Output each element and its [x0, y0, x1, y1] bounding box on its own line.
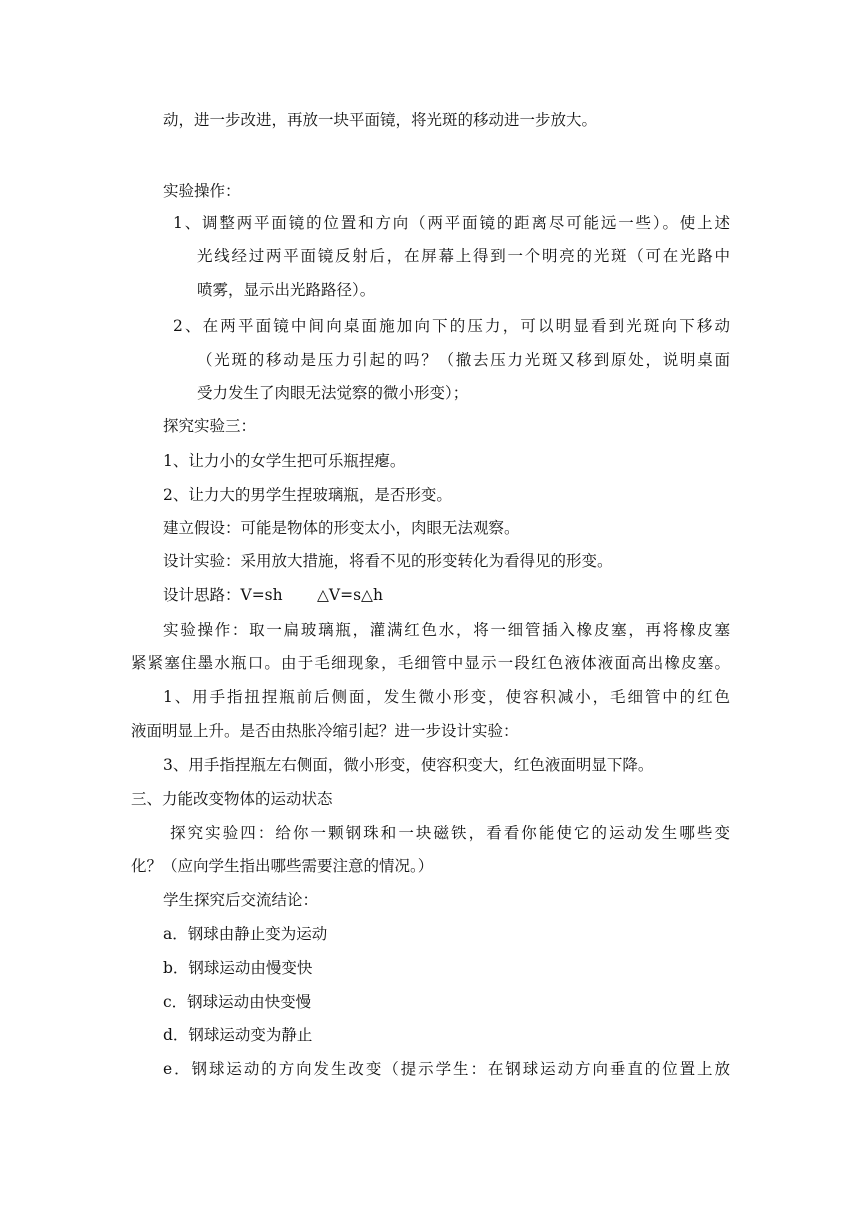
paragraph-line: 液面明显上升。是否由热胀冷缩引起？进一步设计实验： [131, 722, 519, 740]
step-2-line: 受力发生了肉眼无法觉察的微小形变）； [197, 384, 469, 402]
paragraph-line: 实验操作：取一扁玻璃瓶，灌满红色水，将一细管插入橡皮塞，再将橡皮塞 [163, 621, 730, 639]
paragraph-line: 3、用手指捏瓶左右侧面，微小形变，使容积变大，红色液面明显下降。 [163, 756, 654, 774]
section-heading: 探究实验三： [163, 417, 257, 435]
list-item: 1、让力小的女学生把可乐瓶捏瘪。 [163, 452, 406, 470]
step-1-line: 1、调整两平面镜的位置和方向（两平面镜的距离尽可能远一些）。使上述 [173, 214, 730, 232]
section-heading: 实验操作： [163, 182, 241, 200]
paragraph-line: 探究实验四：给你一颗钢珠和一块磁铁，看看你能使它的运动发生哪些变 [170, 824, 730, 842]
list-item: a．钢球由静止变为运动 [163, 925, 328, 943]
list-item: d．钢球运动变为静止 [163, 1026, 313, 1044]
step-1-line: 光线经过两平面镜反射后，在屏幕上得到一个明亮的光斑（可在光路中 [197, 247, 730, 265]
section-heading: 三、力能改变物体的运动状态 [131, 790, 333, 808]
paragraph-line: 建立假设：可能是物体的形变太小，肉眼无法观察。 [163, 519, 520, 537]
paragraph-line: 化？（应向学生指出哪些需要注意的情况。） [131, 857, 434, 875]
paragraph-line: 1、用手指扭捏瓶前后侧面，发生微小形变，使容积减小，毛细管中的红色 [163, 688, 730, 706]
step-2-line: 2、在两平面镜中间向桌面施加向下的压力，可以明显看到光斑向下移动 [173, 317, 730, 335]
paragraph-line: 设计实验：采用放大措施，将看不见的形变转化为看得见的形变。 [163, 552, 613, 570]
paragraph-line: 动，进一步改进，再放一块平面镜，将光斑的移动进一步放大。 [163, 111, 598, 129]
step-2-line: （光斑的移动是压力引起的吗？（撤去压力光斑又移到原处，说明桌面 [197, 351, 730, 369]
paragraph-line: 学生探究后交流结论： [163, 891, 319, 909]
step-1-line: 喷雾，显示出光路路径）。 [197, 281, 376, 299]
list-item: c．钢球运动由快变慢 [163, 993, 312, 1011]
design-idea-label: 设计思路：V=sh [163, 586, 283, 604]
design-idea-formula: △V=s△h [317, 586, 383, 604]
list-item: e．钢球运动的方向发生改变（提示学生：在钢球运动方向垂直的位置上放 [163, 1060, 730, 1078]
paragraph-line: 紧紧塞住墨水瓶口。由于毛细现象，毛细管中显示一段红色液体液面高出橡皮塞。 [131, 654, 730, 672]
list-item: 2、让力大的男学生捏玻璃瓶，是否形变。 [163, 486, 452, 504]
list-item: b．钢球运动由慢变快 [163, 959, 313, 977]
